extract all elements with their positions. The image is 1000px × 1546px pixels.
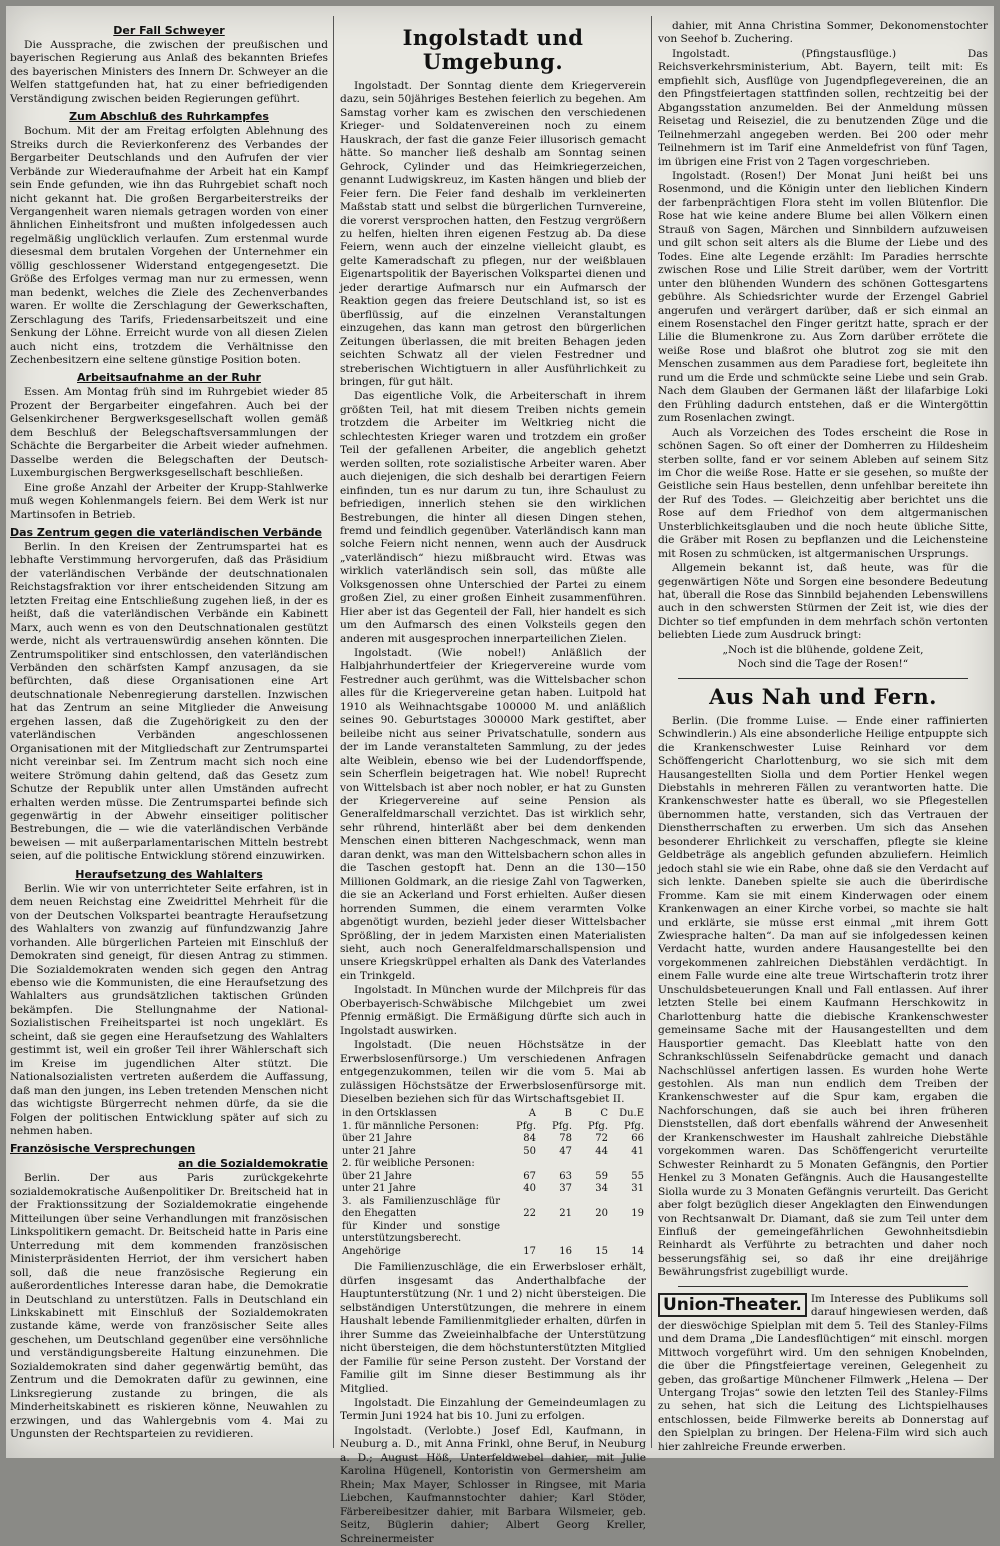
table-row bbox=[340, 1221, 646, 1259]
article-text: Die Aussprache, die zwischen der preußischen und bayerischen Regierung aus Anlaß des bekannten Briefes des bayerischen Ministers des Innern Dr. Schweyer an die Welfen stattgefunden hat, hat zu einer befriedigenden Verständigung zwischen beiden Regierungen geführt. bbox=[10, 39, 328, 105]
table-row bbox=[340, 1183, 646, 1196]
table-cell-value: 50 bbox=[523, 1145, 536, 1157]
table-cell-value: 34 bbox=[595, 1183, 608, 1195]
table-cell-value: 15 bbox=[595, 1245, 608, 1257]
section-heading: Aus Nah und Fern. bbox=[709, 683, 937, 709]
table-header-cell: B bbox=[564, 1108, 572, 1120]
poem-line: „Noch ist die blühende, goldene Zeit, bbox=[722, 643, 924, 656]
column-right bbox=[658, 20, 988, 1453]
article-text: Berlin. In den Kreisen der Zentrumspartei hat es lebhafte Verstimmung hervorgerufen, daß das Präsidium der vaterländischen Verbände der deutschnationalen Reichstagsfraktion vor ihrer entscheidenden Sitzung am letzten Freitag eine Entschließung zugehen ließ, in der es heißt, daß die vaterländischen Verbände ein Kabinett Marx, auch wenn es von den Deutschnationalen gestützt werde, nicht als vertrauenswürdig ansehen könnten. Die Zentrumspolitiker sind entschlossen, den vaterländischen Verbänden den schärfsten Kampf anzusagen, da sie befürchten, daß diese Organisationen eine Art deutschnationale Nebenregierung darstellen. Inzwischen hat das Zentrum an seine Mitglieder die Anweisung ergehen lassen, daß die Zugehörigkeit zu den der vaterländischen Verbänden angeschlossenen Organisationen mit der Mitgliedschaft zur Zentrumspartei nicht vereinbar sei. Im Zentrum macht sich noch eine weitere Strömung dahin geltend, daß das Gesetz zum Schutze der Republik unter allen Umständen aufrecht erhalten werden müsse. Die Zentrumspartei befinde sich gegenwärtig in der Abwehr einseitiger politischer Bestrebungen, die — wie die vaterländischen Verbände beweisen — mit außerparlamentarischen Mitteln bestrebt seien, auf die politische Entwicklung störend einzuwirken. bbox=[10, 540, 328, 863]
article-text: Berlin. Der aus Paris zurückgekehrte sozialdemokratische Außenpolitiker Dr. Breitscheid hat in der Fraktionssitzung der Sozialdemokratie eingehende Mitteilungen über seine Verhandlungen mit französischen Linkspolitikern gemacht. Dr. Beitscheid hatte in Paris eine Unterredung mit dem kommenden französischen Ministerpräsidenten Herriot, der ihm versichert haben soll, daß die neue französische Regierung ein außerordentliches Interesse daran habe, die Demokratie in Deutschland zu unterstützen. Falls in Deutschland ein Linkskabinett mit Einschluß der Sozialdemokraten zustande käme, werde von französischer Seite alles geschehen, um Deutschland gegenüber eine versöhnliche und verständigungsbereite Haltung einzunehmen. Die Sozialdemokraten sind daher gegenwärtig bemüht, das Zentrum und die Demokraten dafür zu gewinnen, eine Linksregierung zustande zu bringen, die als Minderheitskabinett es riskieren könne, Neuwahlen zu erzwingen, und das Wahlergebnis vom 4. Mai zu Ungunsten der Rechtsparteien zu revidieren. bbox=[10, 1172, 328, 1441]
ad-text bbox=[658, 1293, 988, 1454]
table-cell-value: 78 bbox=[559, 1133, 572, 1145]
table-cell-value: 22 bbox=[523, 1208, 536, 1220]
article-heading: Der Fall Schweyer bbox=[113, 24, 225, 37]
table-cell-label: 3. als Familienzuschläge für den Ehegatten bbox=[342, 1195, 500, 1220]
table-cell-value bbox=[574, 1158, 610, 1171]
table-header-row bbox=[340, 1108, 646, 1121]
ad-title: Union-Theater. bbox=[658, 1293, 807, 1317]
table-cell-value: 44 bbox=[595, 1145, 608, 1157]
table-header-cell: C bbox=[600, 1108, 608, 1120]
table-cell-value: 17 bbox=[523, 1245, 536, 1257]
table-cell-value bbox=[538, 1158, 574, 1171]
article-text: Ingolstadt. (Wie nobel!) Anläßlich der Halbjahrhundertfeier der Kriegervereine wurde vom Festredner auch gerühmt, was die Wittelsbacher schon alles für die Kriegervereine getan haben. Luitpold hat 1910 als Weihnachtsgabe 100000 M. und anläßlich seines 90. Geburtstages 300000 Mark gestiftet, aber beileibe nicht aus seiner Privatschatulle, sondern aus der im Lande veranstalteten Sammlung, zu der jedes alte Weiblein, ebenso wie bei der Ludendorffspende, sein Scherflein beigetragen hat. Wie nobel! Ruprecht von Wittelsbach ist aber noch nobler, er hat zu Gunsten der Kriegervereine auf seine Pension als Generalfeldmarschall verzichtet. Das ist wirklich sehr, sehr rührend, hinterläßt aber bei dem denkenden Menschen einen bitteren Nachgeschmack, wenn man daran denkt, was man den Wittelsbachern schon alles in die Taschen gestopft hat. Denn an die 130—150 Millionen Goldmark, an die riesige Zahl von Tagwerken, die sie an Ackerland und Forst erhielten. Außer diesen horrenden Summen, die einem verarmten Volke abgenötigt wurden, beziehl jeder dieser Wittelsbacher Sprößling, der in jedem Marxisten einen Materialisten sieht, auch noch Generalfeldmarschallspension und unsere Kriegskrüppel erhalten als Dank des Vaterlandes ein Trinkgeld. bbox=[340, 647, 646, 982]
article-text: Auch als Vorzeichen des Todes erscheint die Rose in schönen Sagen. So oft einer der Domherren zu Hildesheim sterben sollte, fand er vor seinem Ableben auf seinem Sitz im Chor die weiße Rose. Hatte er sie gesehen, so mußte der Geistliche sein Haus bestellen, denn unfehlbar bereitete ihn der Ruf des Todes. — Gleichzeitig aber berichtet uns die Rose auf dem Friedhof von dem altgermanischen Unsterblichkeitsglauben und die noch heute übliche Sitte, die Gräber mit Rosen zu bepflanzen und die Leichensteine mit Rosen zu schmücken, ist altgermanischen Ursprungs. bbox=[658, 426, 988, 560]
table-cell-value bbox=[502, 1158, 538, 1171]
table-cell-value: 67 bbox=[523, 1170, 536, 1182]
table-cell-value: 40 bbox=[523, 1183, 536, 1195]
table-cell-value: 63 bbox=[559, 1170, 572, 1182]
article-text: Essen. Am Montag früh sind im Ruhrgebiet wieder 85 Prozent der Bergarbeiter eingefahren. Auch bei der Gelsenkirchener Bergwerksgesellschaft wollen gemäß dem Beschluß der Belegschaftsversammlungen der Schächte die Bergarbeiter die Arbeit wieder aufnehmen. Dasselbe werden die Belegschaften der Deutsch-Luxemburgischen Bergwerksgesellschaft beschließen. bbox=[10, 386, 328, 480]
article-text: Berlin. (Die fromme Luise. — Ende einer raffinierten Schwindlerin.) Als eine absonderliche Heilige entpuppte sich die Krankenschwester Luise Reinhard vor dem Schöffengericht Charlottenburg, wo sie sich mit dem Hausangestellten Siolla und dem Portier Henkel wegen Diebstahls in mehreren Fällen zu verantworten hatte. Die Krankenschwester hatte es überall, wo sie Pflegestellen übernommen hatte, verstanden, sich das Vertrauen der Dienstherrschaften zu erwerben. Um sich das Ansehen besonderer Ehrlichkeit zu verschaffen, pflegte sie kleine Geldbeträge als angeblich gefunden abzuliefern. Heimlich jedoch stahl sie wie ein Rabe, ohne daß sie den Verdacht auf sich lenkte. Daneben spielte sie auch die überirdische Fromme. Kam sie mit einem Kinderwagen oder einem Krankenwagen an einer Kirche vorbei, so machte sie halt und erklärte, sie müsse erst einmal „mit ihrem Gott Zwiesprache halten“. Da man auf sie infolgedessen keinen Verdacht hatte, wurden andere Hausangestellte bei den vorgekommenen zahlreichen Diebstählen verdächtigt. In einem Falle wurde eine alte treue Wirtschafterin trotz ihrer Unschuldsbeteuerungen Knall und Fall entlassen. Auf ihrer letzten Stelle bei einem Kaufmann Herschkowitz in Charlottenburg hatte die diebische Krankenschwester gemeinsame Sache mit der Hausangestellten und dem Hausportier gemacht. Das Kleeblatt hatte von den Schrankschlüsseln Seifenabdrücke gemacht und danach Nachschlüssel anfertigen lassen. Es wurden hohe Werte gestohlen. Als man nun endlich dem Treiben der Krankenschwester auf die Spur kam, ergaben die Nachforschungen, daß sie auch bei ihren früheren Dienststellen, daß dort ebenfalls während der Anwesenheit der Krankenschwester im Haushalt zahlreiche Diebstähle vorgekommen waren. Das Schöffengericht verurteilte Schwester Reinhardt zu 5 Monaten Gefängnis, den Portier Henkel zu 3 Monaten Gefängnis. Auch die Hausangestellte Siolla wurde zu 3 Monaten Gefängnis verurteilt. Das Gericht aber folgt bezüglich dieser Angeklagten den Einwendungen von Rechtsanwalt Dr. Diamant, daß sie zum Teil unter dem Einfluß der gemeingefährlichen Gewohnheitsdiebin Reinhardt als Verführte zu betrachten und daher noch besserungsfähig sei, so daß ihr eine dreijährige Bewährungsfrist zugebilligt wurde. bbox=[658, 714, 988, 1279]
table-cell-value: Pfg. bbox=[587, 1120, 608, 1132]
article-heading: Heraufsetzung des Wahlalters bbox=[75, 867, 263, 881]
table-cell-value: 19 bbox=[631, 1208, 644, 1220]
table-cell-value: 66 bbox=[631, 1133, 644, 1145]
table-cell-label: für Kinder und sonstige unterstützungsberecht. Angehörige bbox=[342, 1220, 500, 1257]
article-text: Berlin. Wie wir von unterrichteter Seite erfahren, ist in dem neuen Reichstag eine Zweidrittel Mehrheit für die von der Deutschen Volkspartei beantragte Heraufsetzung des Wahlalters von zwanzig auf fünfundzwanzig Jahre vorhanden. Alle bürgerlichen Parteien mit Einschluß der Demokraten sind geneigt, für diesen Antrag zu stimmen. Die Sozialdemokraten wenden sich gegen den Antrag ebenso wie die Kommunisten, die eine Heraufsetzung des Wahlalters aus grundsätzlichen taktischen Gründen bekämpfen. Die Stellungnahme der National-Sozialistischen Freiheitspartei ist noch ungeklärt. Es scheint, daß sie gegen eine Heraufsetzung des Wahlalters gestimmt ist, weil ein großer Teil ihrer Wählerschaft sich im Kreise im jugendlichen Alter stützt. Die Nationalsozialisten vertreten außerdem die Auffassung, daß man den jungen, ins Leben tretenden Menschen nicht das wichtigste Bürgerrecht nehmen dürfe, da sie die Folgen der politischen Entwicklung später auf sich zu nehmen haben. bbox=[10, 882, 328, 1137]
ad-body: Im Interesse des Publikums soll darauf hingewiesen werden, daß der dieswöchige Spielplan mit dem 5. Teil des Stanley-Films und dem Drama „Die Landesflüchtigen“ mit einschl. morgen Mittwoch vorgeführt wird. Um den sehnigen Knobelnden, die über die Pfingstfeiertage vereinen, Gelegenheit zu geben, das großartige Münchener Filmwerk „Helena — Der Untergang Trojas“ sowie den letzten Teil des Stanley-Films zu sehen, hat sich die Leitung des Lichtspielhauses entschlossen, beide Filmwerke bereits ab Donnerstag auf den Spielplan zu bringen. Der Helena-Film wird sich auch hier zahlreiche Freunde erwerben. bbox=[658, 1292, 988, 1453]
table-row bbox=[340, 1158, 646, 1171]
table-cell-label: über 21 Jahre bbox=[342, 1133, 412, 1145]
article-text: Ingolstadt. (Verlobte.) Josef Edl, Kaufmann, in Neuburg a. D., mit Anna Frinkl, ohne Beruf, in Neuburg a. D.; August Höß, Unterfeldwebel dahier, mit Julie Karolina Hügenell, Kontoristin von Germersheim am Rhein; Max Mayer, Schlosser in Ringsee, mit Maria Liebchen, Kaufmannstochter dahier; Karl Stöder, Färbereibesitzer dahier, mit Barbara Wilsmeier, geb. Seitz, Büglerin dahier; Albert Georg Kreller, Schreinermeister bbox=[340, 1424, 646, 1545]
rates-table bbox=[340, 1108, 646, 1258]
table-cell-value: 21 bbox=[559, 1208, 572, 1220]
table-cell-value: Pfg. bbox=[551, 1120, 572, 1132]
table-cell-value: 16 bbox=[559, 1245, 572, 1257]
table-cell-label: über 21 Jahre bbox=[342, 1170, 412, 1182]
table-row bbox=[340, 1121, 646, 1134]
article-text: Ingolstadt. (Rosen!) Der Monat Juni heißt bei uns Rosenmond, und die Königin unter den lieblichen Kindern der farbenprächtigen Flora steht im vollen Blütenflor. Die Rose hat wie keine andere Blume bei allen Völkern einen Strauß von Sagen, Märchen und Sinnbildern aufzuweisen und gilt schon seit alters als die Blume der Liebe und des Todes. Eine alte Legende erzählt: Im Paradies herrschte zwischen Rose und Lilie Streit darüber, wem der Vortritt unter den blühenden Wundern des schönen Gottesgartens gebühre. Als Schiedsrichter wurde der Erzengel Gabriel angerufen und verärgert darüber, daß er sich einmal an einem Rosenstachel den Finger geritzt hatte, sprach er der Lilie die Blumenkrone zu. Aus Zorn darüber errötete die weiße Rose und blaßrot ohe blutrot zog sie mit den Menschen zusammen aus dem Paradiese fort, begleitete ihn rund um die Erde und schmückte seine Liebe und sein Grab. Nach dem Glauben der Germanen läßt der lilafarbige Loki den Frühling dadurch entstehen, daß er die Wintergöttin zum Rosenlachen zwingt. bbox=[658, 169, 988, 425]
article-text: Ingolstadt. (Pfingstausflüge.) Das Reichsverkehrsministerium, Abt. Bayern, teilt mit: Es empfiehlt sich, Ausflüge von Jugendpflegevereinen, die an den Pfingstfeiertagen stattfinden sollen, rechtzeitig bei der Abgangsstation anzumelden. Bei der Anmeldung müssen Reisetag und Reiseziel, die zu benutzenden Züge und die Teilnehmerzahl angegeben werden. Bei 200 oder mehr Teilnehmern ist im Tarif eine Anmeldefrist von fünf Tagen, im übrigen eine Frist von 2 Tagen vorgeschrieben. bbox=[658, 47, 988, 168]
column-rule bbox=[651, 16, 652, 1448]
newspaper-page bbox=[6, 6, 994, 1545]
article-heading: Zum Abschluß des Ruhrkampfes bbox=[69, 110, 269, 124]
article-text: Das eigentliche Volk, die Arbeiterschaft in ihrem größten Teil, hat mit diesem Treiben nichts gemein trotzdem die Arbeiter im Weltkrieg nicht die schlechtesten Krieger waren und trotzdem ein großer Teil der gefallenen Arbeiter, die angeblich gehetzt werden sollten, rote sozialistische Arbeiter waren. Aber auch diejenigen, die sich deshalb bei derartigen Feiern einfinden, tun es nur darum zu tun, ihre Schaulust zu befriedigen, innerlich stehen sie den wirklichen Bestrebungen, die hinter all diesen Dingen stehen, fremd und feindlich gegenüber. Vaterländisch kann man solche Feiern nicht nennen, wenn auch der Ausdruck „vaterländisch“ hiezu mißbraucht wird. Etwas was wirklich vaterländisch sein soll, das müßte alle Volksgenossen ohne Unterschied der Partei zu einem großen Ziel, zu einer großen Einheit zusammenführen. Hier aber ist das Gegenteil der Fall, hier handelt es sich um den Aufmarsch des einen Volksteils gegen den anderen mit ausgesprochen innerparteilichen Zielen. bbox=[340, 390, 646, 645]
article-text: Die Familienzuschläge, die ein Erwerbsloser erhält, dürfen insgesamt das Anderthalbfache der Hauptunterstützung (Nr. 1 und 2) nicht übersteigen. Die selbständigen Unterstützungen, die mehrere in einem Haushalt lebende Familienmitglieder erhalten, dürfen in ihrer Summe das Zweieinhalbfache der Unterstützung nicht übersteigen, die dem höchstunterstützten Mitglied der Familie für seine Person zusteht. Der Vorstand der Familie gilt im Sinne dieser Bestimmung als ihr Mitglied. bbox=[340, 1261, 646, 1395]
article-text: Ingolstadt. Der Sonntag diente dem Kriegerverein dazu, sein 50jähriges Bestehen feierlich zu begehen. Am Samstag vorher kam es zwischen den verschiedenen Krieger- und Soldatenvereinen noch zu einem Hauskrach, der fast die ganze Feier illusorisch gemacht hätte. So mancher ließ deshalb am Sonntag seinen Gehrock, Cylinder und das Heimkriegerzeichen, genannt Ludwigskreuz, im Kasten hängen und blieb der Feier fern. Die Feier fand deshalb im verkleinerten Maßstab statt und selbst die bürgerlichen Turnvereine, die vorerst versprochen hatten, den Festzug vergrößern zu helfen, hielten ihren eigenen Festzug ab. Da diese Feiern, wenn auch der einzelne vielleicht glaubt, es gelte Kameradschaft zu pflegen, nur der weißblauen Eigenartspolitik der Bayerischen Volkspartei dienen und jeder derartige Aufmarsch nur ein Aufmarsch der Reaktion gegen das freiere Deutschland ist, so ist es überflüssig, auf die einzelnen Veranstaltungen einzugehen, das kann man getrost den bürgerlichen Zeitungen überlassen, die mit breiten Behagen jeden seichten Schwatz all der vielen Festredner und streberischen Wichtigtuern in aller Ausführlichkeit zu bringen, für gut hält. bbox=[340, 80, 646, 388]
table-cell-value bbox=[610, 1158, 646, 1171]
table-cell-value: 31 bbox=[631, 1183, 644, 1195]
table-cell-value: 14 bbox=[631, 1245, 644, 1257]
table-cell-value: 41 bbox=[631, 1145, 644, 1157]
table-header-cell: Du.E bbox=[619, 1108, 644, 1120]
article-heading: Französische Versprechungen bbox=[10, 1142, 196, 1156]
article-heading: an die Sozialdemokratie bbox=[178, 1157, 328, 1171]
table-row bbox=[340, 1146, 646, 1159]
table-cell-label: unter 21 Jahre bbox=[342, 1145, 416, 1157]
table-cell-value: 20 bbox=[595, 1208, 608, 1220]
table-cell-value: Pfg. bbox=[515, 1120, 536, 1132]
table-cell-value: 72 bbox=[595, 1133, 608, 1145]
table-header-cell: in den Ortsklassen bbox=[342, 1108, 437, 1120]
table-cell-value: 59 bbox=[595, 1170, 608, 1182]
poem-line: Noch sind die Tage der Rosen!“ bbox=[737, 658, 909, 671]
article-text: Allgemein bekannt ist, daß heute, was für die gegenwärtigen Nöte und Sorgen eine besondere Bedeutung hat, überall die Rose das Sinnbild bejahenden Lebenswillens auch in den schwersten Stürmen der Zeit ist, wie dies der Dichter so tief empfunden in dem mehrfach schön vertonten beliebten Liede zum Ausdruck bringt: bbox=[658, 562, 988, 642]
article-text: Bochum. Mit der am Freitag erfolgten Ablehnung des Streiks durch die Revierkonferenz des Verbandes der Bergarbeiter Deutschlands und den Aufrufen der vier Verbände zur Wiederaufnahme der Arbeit hat ein Kampf sein Ende gefunden, wie ihn das Ruhrgebiet schaft noch nicht gekannt hat. Die großen Bergarbeiterstreiks der Vergangenheit waren niemals getragen worden von einer ähnlichen Einheitsfront und mußten infolgedessen auch regelmäßig unglücklich verlaufen. Zum erstenmal wurde diesesmal dem brutalen Vorgehen der Unternehmer ein völlig geschlossener Widerstand entgegengesetzt. Die Größe des Erfolges vermag man nur zu ermessen, wenn man bedenkt, welches die Ziele des Zechenverbandes waren. Er wollte die Zerschlagung der Gewerkschaften, Zerschlagung des Tarifs, Friedensarbeitszeit und eine Senkung der Löhne. Erreicht wurde von all diesen Zielen auch nicht eins, trotzdem die Verhältnisse den Zechenbesitzern eine seltene günstige Position boten. bbox=[10, 125, 328, 366]
table-cell-label: 1. für männliche Personen: bbox=[342, 1120, 479, 1132]
article-text: Ingolstadt. In München wurde der Milchpreis für das Oberbayerisch-Schwäbische Milchgebiet um zwei Pfennig ermäßigt. Die Ermäßigung dürfte sich auch in Ingolstadt auswirken. bbox=[340, 984, 646, 1037]
article-text: dahier, mit Anna Christina Sommer, Dekonomenstochter von Seehof b. Zuchering. bbox=[658, 20, 988, 46]
table-row bbox=[340, 1133, 646, 1146]
table-header-cell: A bbox=[528, 1108, 536, 1120]
divider bbox=[678, 1286, 968, 1287]
section-heading: Ingolstadt und Umgebung. bbox=[402, 25, 584, 74]
article-text: Ingolstadt. Die Einzahlung der Gemeindeumlagen zu Termin Juni 1924 hat bis 10. Juni zu erfolgen. bbox=[340, 1396, 646, 1423]
table-cell-value: 37 bbox=[559, 1183, 572, 1195]
column-middle bbox=[340, 20, 646, 1545]
article-text: Eine große Anzahl der Arbeiter der Krupp-Stahlwerke muß wegen Kohlenmangels feiern. Bei dem Werk ist nur Martinsofen in Betrieb. bbox=[10, 481, 328, 521]
table-cell-value: Pfg. bbox=[623, 1120, 644, 1132]
table-cell-label: 2. für weibliche Personen: bbox=[342, 1158, 475, 1170]
column-rule bbox=[333, 16, 334, 1448]
table-cell-label: unter 21 Jahre bbox=[342, 1183, 416, 1195]
table-row bbox=[340, 1196, 646, 1221]
table-cell-value: 47 bbox=[559, 1145, 572, 1157]
table-cell-value: 84 bbox=[523, 1133, 536, 1145]
article-heading: Das Zentrum gegen die vaterländischen Verbände bbox=[10, 525, 322, 539]
table-cell-value: 55 bbox=[631, 1170, 644, 1182]
table-row bbox=[340, 1171, 646, 1184]
divider bbox=[678, 678, 968, 679]
article-text: Ingolstadt. (Die neuen Höchstsätze in der Erwerbslosenfürsorge.) Um verschiedenen Anfragen entgegenzukommen, teilen wir die vom 5. Mai ab zulässigen Höchstsätze der Erwerbslosenfürsorge mit. Dieselben beziehen sich für das Wirtschaftsgebiet II. bbox=[340, 1039, 646, 1105]
column-left bbox=[10, 20, 328, 1448]
article-heading: Arbeitsaufnahme an der Ruhr bbox=[77, 371, 261, 385]
